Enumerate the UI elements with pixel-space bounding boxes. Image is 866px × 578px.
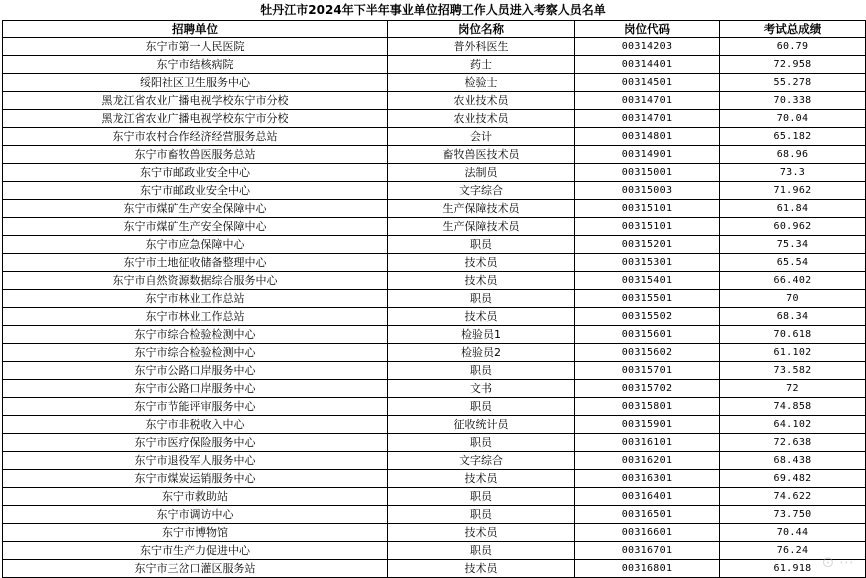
cell-position: 检验员2	[388, 344, 575, 362]
cell-code: 00315601	[575, 326, 720, 344]
table-row	[3, 488, 866, 506]
table-body	[3, 38, 866, 578]
table-row	[3, 452, 866, 470]
cell-code: 00314801	[575, 128, 720, 146]
cell-position: 职员	[388, 506, 575, 524]
cell-position: 农业技术员	[388, 110, 575, 128]
table-row	[3, 308, 866, 326]
cell-position: 会计	[388, 128, 575, 146]
cell-code: 00315501	[575, 290, 720, 308]
table-row	[3, 146, 866, 164]
cell-score: 71.962	[720, 182, 866, 200]
cell-unit: 东宁市应急保障中心	[3, 236, 388, 254]
cell-code: 00315301	[575, 254, 720, 272]
cell-code: 00316201	[575, 452, 720, 470]
table-row	[3, 272, 866, 290]
cell-position: 普外科医生	[388, 38, 575, 56]
cell-position: 农业技术员	[388, 92, 575, 110]
cell-code: 00315602	[575, 344, 720, 362]
watermark-logo: ⊙ ⋯	[821, 553, 854, 571]
table-row	[3, 56, 866, 74]
cell-code: 00315502	[575, 308, 720, 326]
table-row	[3, 128, 866, 146]
cell-unit: 东宁市调访中心	[3, 506, 388, 524]
cell-code: 00315702	[575, 380, 720, 398]
cell-position: 技术员	[388, 560, 575, 578]
table-row	[3, 398, 866, 416]
cell-score: 65.182	[720, 128, 866, 146]
cell-unit: 东宁市煤矿生产安全保障中心	[3, 200, 388, 218]
cell-unit: 东宁市博物馆	[3, 524, 388, 542]
cell-score: 65.54	[720, 254, 866, 272]
cell-score: 72	[720, 380, 866, 398]
cell-score: 60.962	[720, 218, 866, 236]
candidate-table	[2, 20, 866, 578]
cell-unit: 东宁市结核病院	[3, 56, 388, 74]
cell-unit: 东宁市节能评审服务中心	[3, 398, 388, 416]
cell-unit: 东宁市煤炭运销服务中心	[3, 470, 388, 488]
cell-position: 文字综合	[388, 452, 575, 470]
cell-code: 00315201	[575, 236, 720, 254]
cell-unit: 东宁市公路口岸服务中心	[3, 380, 388, 398]
cell-position: 职员	[388, 542, 575, 560]
cell-code: 00315001	[575, 164, 720, 182]
cell-code: 00316601	[575, 524, 720, 542]
cell-unit: 黑龙江省农业广播电视学校东宁市分校	[3, 92, 388, 110]
cell-score: 68.96	[720, 146, 866, 164]
cell-code: 00314701	[575, 110, 720, 128]
cell-score: 61.102	[720, 344, 866, 362]
table-row	[3, 362, 866, 380]
table-row	[3, 434, 866, 452]
cell-score: 70.338	[720, 92, 866, 110]
cell-score: 70.04	[720, 110, 866, 128]
cell-position: 法制员	[388, 164, 575, 182]
cell-unit: 东宁市第一人民医院	[3, 38, 388, 56]
cell-position: 畜牧兽医技术员	[388, 146, 575, 164]
cell-position: 药士	[388, 56, 575, 74]
cell-code: 00315701	[575, 362, 720, 380]
cell-unit: 黑龙江省农业广播电视学校东宁市分校	[3, 110, 388, 128]
cell-position: 技术员	[388, 272, 575, 290]
cell-score: 74.622	[720, 488, 866, 506]
table-row	[3, 344, 866, 362]
table-row	[3, 416, 866, 434]
cell-unit: 东宁市畜牧兽医服务总站	[3, 146, 388, 164]
cell-unit: 东宁市医疗保险服务中心	[3, 434, 388, 452]
table-row	[3, 74, 866, 92]
cell-position: 生产保障技术员	[388, 218, 575, 236]
cell-unit: 东宁市公路口岸服务中心	[3, 362, 388, 380]
cell-code: 00316101	[575, 434, 720, 452]
table-row	[3, 542, 866, 560]
table-row	[3, 506, 866, 524]
cell-position: 职员	[388, 362, 575, 380]
cell-score: 73.3	[720, 164, 866, 182]
column-header-position: 岗位名称	[388, 21, 575, 38]
cell-score: 61.918	[720, 560, 866, 578]
cell-unit: 东宁市生产力促进中心	[3, 542, 388, 560]
column-header-unit: 招聘单位	[3, 21, 388, 38]
table-row	[3, 218, 866, 236]
cell-position: 技术员	[388, 524, 575, 542]
cell-code: 00315901	[575, 416, 720, 434]
cell-score: 72.638	[720, 434, 866, 452]
cell-score: 75.34	[720, 236, 866, 254]
table-row	[3, 254, 866, 272]
cell-score: 64.102	[720, 416, 866, 434]
table-row	[3, 326, 866, 344]
cell-score: 74.858	[720, 398, 866, 416]
cell-code: 00316301	[575, 470, 720, 488]
cell-unit: 东宁市退役军人服务中心	[3, 452, 388, 470]
cell-unit: 东宁市邮政业安全中心	[3, 164, 388, 182]
cell-position: 职员	[388, 290, 575, 308]
cell-score: 70.618	[720, 326, 866, 344]
cell-score: 61.84	[720, 200, 866, 218]
page-title: 牡丹江市2024年下半年事业单位招聘工作人员进入考察人员名单	[260, 3, 606, 17]
cell-code: 00316401	[575, 488, 720, 506]
cell-unit: 东宁市土地征收储备整理中心	[3, 254, 388, 272]
table-row	[3, 110, 866, 128]
cell-code: 00315101	[575, 200, 720, 218]
cell-position: 职员	[388, 236, 575, 254]
cell-position: 生产保障技术员	[388, 200, 575, 218]
cell-position: 技术员	[388, 254, 575, 272]
cell-unit: 东宁市林业工作总站	[3, 290, 388, 308]
table-row	[3, 236, 866, 254]
cell-unit: 东宁市三岔口灌区服务站	[3, 560, 388, 578]
table-row	[3, 470, 866, 488]
table-row	[3, 380, 866, 398]
table-row	[3, 524, 866, 542]
cell-score: 76.24	[720, 542, 866, 560]
cell-unit: 东宁市综合检验检测中心	[3, 326, 388, 344]
cell-code: 00315003	[575, 182, 720, 200]
cell-unit: 东宁市邮政业安全中心	[3, 182, 388, 200]
cell-code: 00314401	[575, 56, 720, 74]
cell-unit: 东宁市综合检验检测中心	[3, 344, 388, 362]
cell-code: 00314203	[575, 38, 720, 56]
cell-position: 职员	[388, 434, 575, 452]
cell-unit: 东宁市救助站	[3, 488, 388, 506]
cell-unit: 东宁市自然资源数据综合服务中心	[3, 272, 388, 290]
cell-score: 73.582	[720, 362, 866, 380]
cell-score: 60.79	[720, 38, 866, 56]
cell-unit: 东宁市农村合作经济经营服务总站	[3, 128, 388, 146]
cell-position: 职员	[388, 398, 575, 416]
cell-score: 55.278	[720, 74, 866, 92]
table-row	[3, 38, 866, 56]
cell-score: 72.958	[720, 56, 866, 74]
cell-position: 征收统计员	[388, 416, 575, 434]
cell-unit: 东宁市非税收入中心	[3, 416, 388, 434]
table-row	[3, 164, 866, 182]
cell-position: 职员	[388, 488, 575, 506]
table-row	[3, 182, 866, 200]
cell-score: 73.750	[720, 506, 866, 524]
table-row	[3, 560, 866, 578]
cell-code: 00316801	[575, 560, 720, 578]
cell-position: 文字综合	[388, 182, 575, 200]
cell-score: 70.44	[720, 524, 866, 542]
cell-score: 66.402	[720, 272, 866, 290]
cell-unit: 东宁市林业工作总站	[3, 308, 388, 326]
cell-code: 00316501	[575, 506, 720, 524]
cell-code: 00314901	[575, 146, 720, 164]
table-row	[3, 200, 866, 218]
cell-unit: 东宁市煤矿生产安全保障中心	[3, 218, 388, 236]
cell-position: 技术员	[388, 470, 575, 488]
cell-position: 技术员	[388, 308, 575, 326]
cell-unit: 绥阳社区卫生服务中心	[3, 74, 388, 92]
table-row	[3, 290, 866, 308]
table-row	[3, 92, 866, 110]
cell-score: 69.482	[720, 470, 866, 488]
cell-score: 70	[720, 290, 866, 308]
column-header-score: 考试总成绩	[720, 21, 866, 38]
cell-code: 00315401	[575, 272, 720, 290]
cell-score: 68.438	[720, 452, 866, 470]
cell-code: 00315101	[575, 218, 720, 236]
column-header-code: 岗位代码	[575, 21, 720, 38]
cell-code: 00314501	[575, 74, 720, 92]
cell-position: 检验士	[388, 74, 575, 92]
cell-code: 00315801	[575, 398, 720, 416]
cell-position: 文书	[388, 380, 575, 398]
cell-code: 00316701	[575, 542, 720, 560]
table-header-row	[3, 21, 866, 38]
cell-position: 检验员1	[388, 326, 575, 344]
cell-score: 68.34	[720, 308, 866, 326]
cell-code: 00314701	[575, 92, 720, 110]
